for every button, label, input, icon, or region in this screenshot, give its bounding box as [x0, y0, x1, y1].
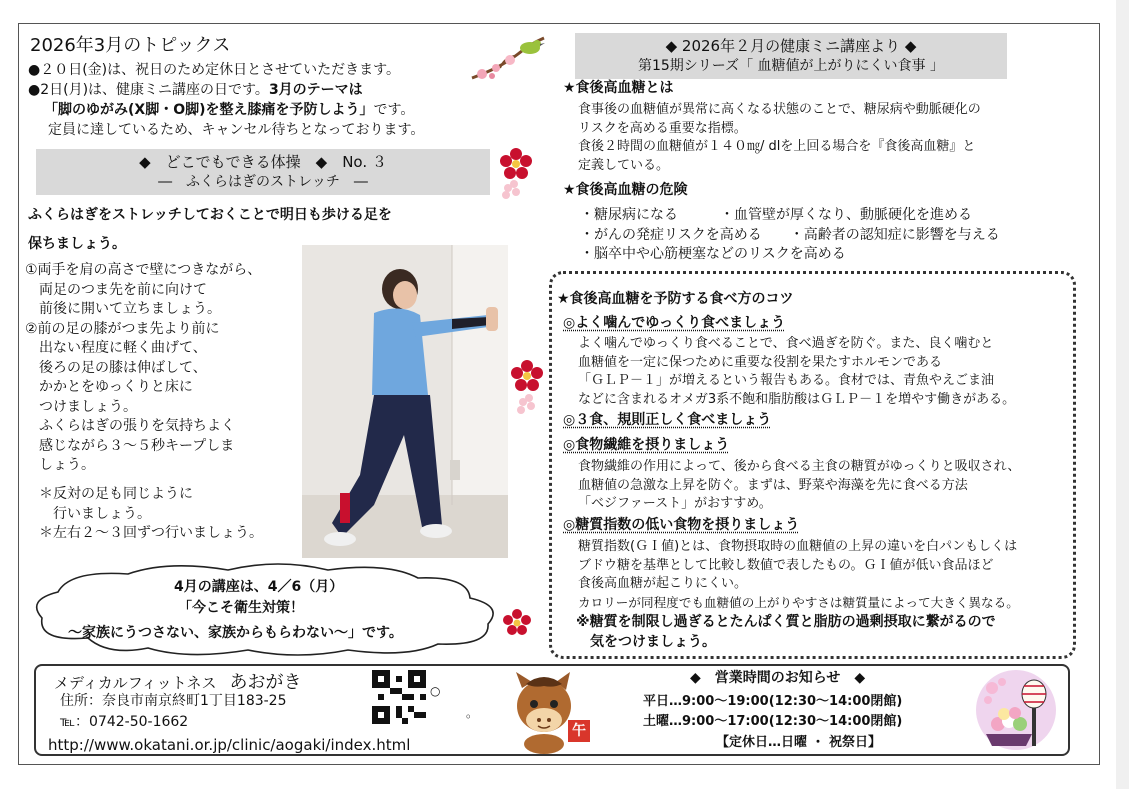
- april-line-1: 4月の講座は、4／6（月）: [174, 579, 344, 595]
- body-line: 食物繊維の作用によって、後から食べる主食の糖質がゆっくりと吸収され、: [578, 459, 1021, 474]
- step-line: 前後に開いて立ちましょう。: [25, 301, 221, 317]
- plum-flower-icon: [502, 608, 532, 642]
- clinic-name-line: [54, 668, 302, 694]
- note-line: ＊左右２～３回ずつ行いましょう。: [25, 525, 263, 541]
- topics-line-3: [44, 101, 414, 120]
- april-line-2: 「今こそ衛生対策！: [178, 600, 304, 616]
- plum-branch-bird-icon: [470, 28, 550, 84]
- exercise-intro-1: ふくらはぎをストレッチしておくことで明日も歩ける足を: [28, 207, 392, 223]
- warning-line-1: ※糖質を制限し過ぎるとたんぱく質と脂肪の過剰摂取に繋がるので: [576, 614, 996, 630]
- body-line: 定義している。: [578, 157, 670, 173]
- zodiac-badge: 午: [568, 720, 590, 742]
- step-line: 出ない程度に軽く曲げて、: [25, 340, 207, 356]
- body-line: 食後２時間の血糖値が１４０㎎/ dlを上回る場合を『食後高血糖』と: [578, 139, 976, 155]
- tip-body: [578, 335, 1015, 409]
- clinic-name: あおがき: [229, 672, 302, 693]
- note-line: ＊反対の足も同じように: [25, 486, 193, 502]
- section-body: [578, 101, 981, 175]
- scrollbar-track[interactable]: [1116, 0, 1129, 789]
- step-line: ②前の足の膝がつま先より前に: [25, 320, 220, 337]
- section-title: ★食後高血糖を予防する食べ方のコツ: [557, 291, 794, 307]
- body-line: 血糖値を一定に保つために重要な役割を果たすホルモンである: [578, 354, 943, 370]
- hours-weekday: 平日…9:00～19:00(12:30～14:00閉館): [643, 694, 903, 709]
- tip-title: ◎糖質指数の低い食物を摂りましょう: [563, 517, 800, 533]
- step-line: しょう。: [25, 457, 95, 473]
- step-line: かかとをゆっくりと床に: [25, 379, 193, 395]
- risk-line: ・脳卒中や心筋梗塞などのリスクを高める: [580, 246, 846, 262]
- horse-mascot-icon: [508, 668, 580, 756]
- body-line: よく噛んでゆっくり食べることで、食べ過ぎを防ぐ。また、良く噛むと: [578, 336, 994, 351]
- warning-line-2: 気をつけましょう。: [576, 634, 716, 650]
- hours-title: ◆ 営業時間のお知らせ ◆: [690, 670, 866, 686]
- clinic-name-prefix: メディカルフィットネス: [54, 674, 217, 692]
- dot-mark: 。: [466, 706, 479, 720]
- tip-body: [578, 538, 1019, 612]
- tip-title: ◎よく噛んでゆっくり食べましょう: [563, 315, 786, 331]
- topics-line-4: 定員に達しているため、キャンセル待ちとなっております。: [48, 122, 425, 138]
- qr-code-icon[interactable]: [372, 670, 426, 724]
- hours-saturday: 土曜…9:00～17:00(12:30～14:00閉館): [643, 714, 903, 729]
- hours-closed: 【定休日…日曜 ・ 祝祭日】: [716, 735, 882, 750]
- step-line: つけましょう。: [25, 398, 137, 415]
- body-line: ブドウ糖を基準として比較し数値で表したもの。ＧＩ値が低い食品ほど: [578, 557, 994, 573]
- note-line: 行いましょう。: [25, 505, 151, 522]
- clinic-address: 住所：奈良市南京終町1丁目183-25: [60, 693, 287, 709]
- body-line: 「ＧＬＰ－１」が増えるという報告もある。食材では、青魚やえごま油: [578, 373, 995, 389]
- april-line-3: ～家族にうつさない、家族からもらわない～」です。: [68, 625, 403, 641]
- topics-theme: 「脚のゆがみ(X脚・O脚)を整え膝痛を予防しよう」: [44, 102, 374, 118]
- dot-mark: ○: [430, 684, 441, 698]
- body-line: などに含まれるオメガ3系不飽和脂肪酸はＧＬＰ－１を増やす働きがある。: [578, 391, 1016, 407]
- topics-line-2: [28, 81, 363, 100]
- exercise-steps: [25, 261, 261, 476]
- body-line: 食事後の血糖値が異常に高くなる状態のことで、糖尿病や動脈硬化の: [578, 102, 981, 117]
- body-line: 血糖値の急激な上昇を防ぐ。まずは、野菜や海藻を先に食べる方法: [578, 477, 968, 493]
- body-line: 糖質指数(ＧＩ値)とは、食物摂取時の血糖値の上昇の違いを白パンもしくは: [578, 539, 1018, 554]
- clinic-tel: ℡：0742-50-1662: [60, 714, 189, 730]
- step-line: ①両手を肩の高さで壁につきながら、: [25, 262, 262, 278]
- tip-body: [578, 458, 1020, 514]
- topics-line-2b: 3月のテーマは: [268, 82, 363, 98]
- topics-line-2a: ●2日(月)は、健康ミニ講座の日です。: [28, 82, 269, 98]
- exercise-header-subtitle: ― ふくらはぎのストレッチ ―: [158, 174, 368, 190]
- clinic-url[interactable]: http://www.okatani.or.jp/clinic/aogaki/index.html: [48, 736, 411, 754]
- health-header-subtitle: 第15期シリーズ「 血糖値が上がりにくい食事 」: [637, 58, 944, 74]
- tip-title: ◎３食、規則正しく食べましょう: [563, 412, 772, 428]
- exercise-header: [36, 149, 490, 195]
- hina-decoration-icon: [972, 666, 1064, 756]
- topics-line-1: ●２０日(金)は、祝日のため定休日とさせていただきます。: [28, 62, 401, 78]
- exercise-header-title: ◆ どこでもできる体操 ◆ No. ３: [139, 153, 387, 171]
- step-line: ふくらはぎの張りを気持ちよく: [25, 418, 235, 434]
- plum-flower-icon: [509, 358, 545, 418]
- step-line: 後ろの足の膝は伸ばして、: [25, 359, 207, 376]
- topics-line-3b: です。: [373, 102, 415, 118]
- body-line: 食後高血糖が起こりにくい。: [578, 576, 748, 592]
- step-line: 両足のつま先を前に向けて: [25, 281, 207, 298]
- section-title: ★食後高血糖の危険: [563, 182, 688, 198]
- risk-line: ・糖尿病になる ・血管壁が厚くなり、動脈硬化を進める: [580, 207, 972, 223]
- plum-flower-icon: [498, 146, 534, 202]
- body-line: カロリーが同程度でも血糖値の上がりやすさは糖質量によって大きく異なる。: [578, 594, 1019, 610]
- health-header: [575, 33, 1007, 79]
- topics-title: 2026年3月のトピックス: [30, 35, 231, 56]
- stretch-photo: [302, 245, 508, 558]
- exercise-intro-2: 保ちましょう。: [28, 236, 126, 252]
- risk-list: [580, 206, 1000, 265]
- tip-title: ◎食物繊維を摂りましょう: [563, 437, 730, 453]
- section-title: ★食後高血糖とは: [563, 80, 674, 96]
- risk-line: ・がんの発症リスクを高める ・高齢者の認知症に影響を与える: [580, 226, 1000, 243]
- exercise-notes: [25, 485, 263, 544]
- body-line: リスクを高める重要な指標。: [578, 120, 747, 136]
- step-line: 感じながら３～５秒キープしま: [25, 437, 235, 454]
- health-header-title: ◆ 2026年２月の健康ミニ講座より ◆: [665, 37, 917, 55]
- body-line: 「ベジファースト」がおすすめ。: [578, 496, 772, 512]
